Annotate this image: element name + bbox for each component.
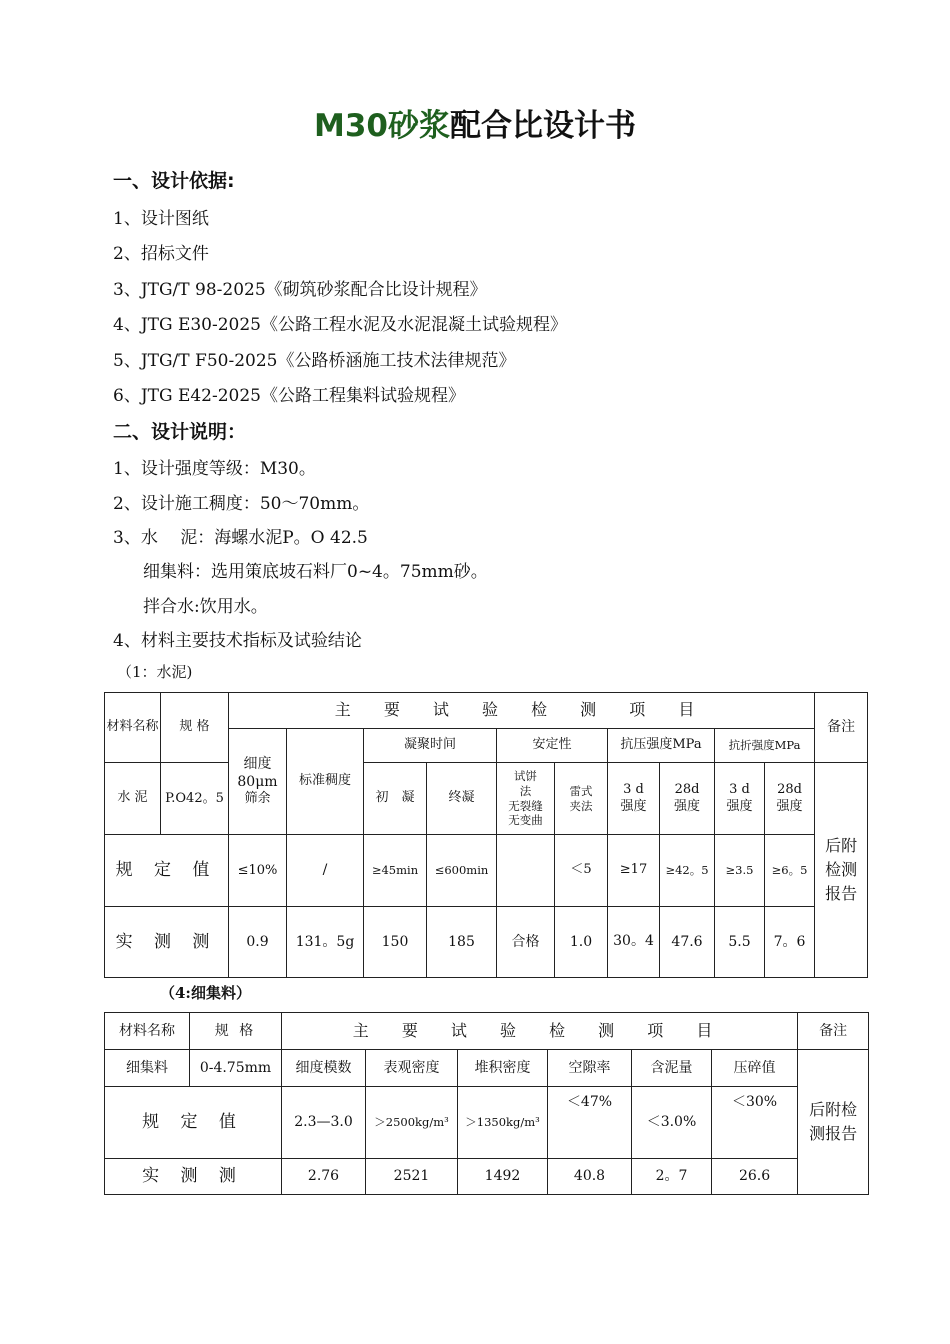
material-spec: 0-4.75mm bbox=[190, 1050, 282, 1087]
header-fineness bbox=[229, 729, 287, 835]
f3d-line1: 3 d bbox=[729, 781, 750, 797]
column-header: 细度模数 bbox=[282, 1050, 366, 1087]
section1-heading: 一、设计依据: bbox=[113, 170, 235, 192]
header-spec: 规 格 bbox=[190, 1013, 282, 1050]
header-lechatelier bbox=[555, 763, 608, 835]
c3d-line1: 3 d bbox=[623, 781, 644, 797]
lechatelier-line2: 夹法 bbox=[569, 798, 593, 813]
spec-value: / bbox=[287, 835, 364, 907]
basis-item: 6、JTG E42-2025《公路工程集料试验规程》 bbox=[113, 386, 466, 406]
header-final-set: 终凝 bbox=[427, 763, 497, 835]
spec-value: ≥17 bbox=[608, 835, 660, 907]
f3d-line2: 强度 bbox=[726, 798, 753, 814]
cement-caption: （1：水泥) bbox=[117, 663, 193, 681]
measured-value: 26.6 bbox=[712, 1159, 798, 1195]
aggregate-caption: （4:细集料） bbox=[160, 984, 251, 1002]
design-item: 2、设计施工稠度：50～70mm。 bbox=[113, 494, 370, 514]
spec-value: ≥42。5 bbox=[660, 835, 715, 907]
basis-item: 4、JTG E30-2025《公路工程水泥及水泥混凝土试验规程》 bbox=[113, 315, 568, 335]
measured-value: 2521 bbox=[366, 1159, 458, 1195]
measured-row-label: 实 测 测 bbox=[105, 907, 229, 978]
cement-table bbox=[104, 692, 868, 978]
spec-value: ≥6。5 bbox=[765, 835, 815, 907]
design-item: 细集料：选用策底坡石料厂0~4。75mm砂。 bbox=[143, 562, 488, 582]
c3d-line2: 强度 bbox=[620, 798, 647, 814]
spec-value: ≤600min bbox=[427, 835, 497, 907]
material-name: 细集料 bbox=[105, 1050, 190, 1087]
pat-line4: 无变曲 bbox=[508, 813, 543, 828]
spec-value: ≥45min bbox=[364, 835, 427, 907]
pat-line1: 试饼 bbox=[514, 768, 537, 783]
design-item: 3、水 泥：海螺水泥P。O 42.5 bbox=[113, 528, 368, 548]
c28d-line2: 强度 bbox=[673, 798, 700, 814]
header-soundness: 安定性 bbox=[497, 729, 608, 763]
c28d-line1: 28d bbox=[674, 781, 700, 797]
header-fineness-line1: 细度 bbox=[243, 755, 272, 772]
basis-item: 5、JTG/T F50-2025《公路桥涵施工技术法律规范》 bbox=[113, 351, 516, 371]
measured-value: 2。7 bbox=[632, 1159, 712, 1195]
spec-row-label: 规 定 值 bbox=[105, 1087, 282, 1159]
pat-line3: 无裂缝 bbox=[508, 798, 543, 813]
measured-value: 7。6 bbox=[765, 907, 815, 978]
column-header: 压碎值 bbox=[712, 1050, 798, 1087]
material-name: 水 泥 bbox=[105, 763, 161, 835]
header-flexural-3d bbox=[715, 763, 765, 835]
design-item: 4、材料主要技术指标及试验结论 bbox=[113, 631, 362, 651]
aggregate-table bbox=[104, 1012, 869, 1195]
measured-value: 30。4 bbox=[608, 907, 660, 978]
measured-value: 1492 bbox=[458, 1159, 548, 1195]
measured-value: 2.76 bbox=[282, 1159, 366, 1195]
basis-item: 2、招标文件 bbox=[113, 244, 209, 264]
header-remark: 备注 bbox=[815, 693, 868, 763]
header-spec: 规 格 bbox=[161, 693, 229, 763]
lechatelier-line1: 雷式 bbox=[569, 783, 593, 798]
spec-value: ≤10% bbox=[229, 835, 287, 907]
measured-value: 47.6 bbox=[660, 907, 715, 978]
f28d-line1: 28d bbox=[777, 781, 802, 797]
title-suffix: 配合比设计书 bbox=[450, 108, 636, 144]
document-title bbox=[0, 100, 950, 145]
spec-value: ＜30% bbox=[712, 1087, 798, 1159]
header-compressive: 抗压强度MPa bbox=[608, 729, 715, 763]
spec-value bbox=[497, 835, 555, 907]
spec-row-label: 规 定 值 bbox=[105, 835, 229, 907]
header-compressive-28d bbox=[660, 763, 715, 835]
measured-value: 1.0 bbox=[555, 907, 608, 978]
title-prefix: M30砂浆 bbox=[314, 108, 450, 144]
header-fineness-line3: 筛余 bbox=[244, 791, 271, 807]
header-pat-test bbox=[497, 763, 555, 835]
measured-value: 131。5g bbox=[287, 907, 364, 978]
column-header: 含泥量 bbox=[632, 1050, 712, 1087]
measured-value: 5.5 bbox=[715, 907, 765, 978]
header-compressive-3d bbox=[608, 763, 660, 835]
f28d-line2: 强度 bbox=[776, 798, 803, 814]
spec-value: ＜47% bbox=[548, 1087, 632, 1159]
design-item: 1、设计强度等级：M30。 bbox=[113, 459, 316, 479]
measured-value: 合格 bbox=[497, 907, 555, 978]
spec-value: 2.3—3.0 bbox=[282, 1087, 366, 1159]
spec-value: ≥3.5 bbox=[715, 835, 765, 907]
spec-value: ＞2500kg/m³ bbox=[366, 1087, 458, 1159]
header-flexural-28d bbox=[765, 763, 815, 835]
header-test-items: 主 要 试 验 检 测 项 目 bbox=[282, 1013, 798, 1050]
header-consistency: 标准稠度 bbox=[287, 729, 364, 835]
header-test-items: 主 要 试 验 检 测 项 目 bbox=[229, 693, 815, 729]
header-flexural: 抗折强度MPa bbox=[715, 729, 815, 763]
pat-line2: 法 bbox=[519, 783, 532, 798]
basis-item: 1、设计图纸 bbox=[113, 209, 209, 229]
header-initial-set: 初 凝 bbox=[364, 763, 427, 835]
material-spec: P.O42。5 bbox=[161, 763, 229, 835]
header-material: 材料名称 bbox=[105, 1013, 190, 1050]
header-material: 材料名称 bbox=[105, 693, 161, 763]
measured-row-label: 实 测 测 bbox=[105, 1159, 282, 1195]
spec-value: ＜5 bbox=[555, 835, 608, 907]
header-fineness-line2: 80μm bbox=[237, 774, 278, 791]
remark-value: 后附检测报告 bbox=[798, 1050, 869, 1195]
header-remark: 备注 bbox=[798, 1013, 869, 1050]
section2-heading: 二、设计说明： bbox=[113, 421, 247, 443]
spec-value: ＜3.0% bbox=[632, 1087, 712, 1159]
remark-value: 后附检测报告 bbox=[815, 763, 868, 978]
measured-value: 150 bbox=[364, 907, 427, 978]
measured-value: 185 bbox=[427, 907, 497, 978]
basis-item: 3、JTG/T 98-2025《砌筑砂浆配合比设计规程》 bbox=[113, 280, 487, 300]
design-item: 拌合水:饮用水。 bbox=[143, 597, 268, 617]
column-header: 空隙率 bbox=[548, 1050, 632, 1087]
column-header: 表观密度 bbox=[366, 1050, 458, 1087]
measured-value: 40.8 bbox=[548, 1159, 632, 1195]
measured-value: 0.9 bbox=[229, 907, 287, 978]
header-setting-time: 凝聚时间 bbox=[364, 729, 497, 763]
spec-value: ＞1350kg/m³ bbox=[458, 1087, 548, 1159]
column-header: 堆积密度 bbox=[458, 1050, 548, 1087]
